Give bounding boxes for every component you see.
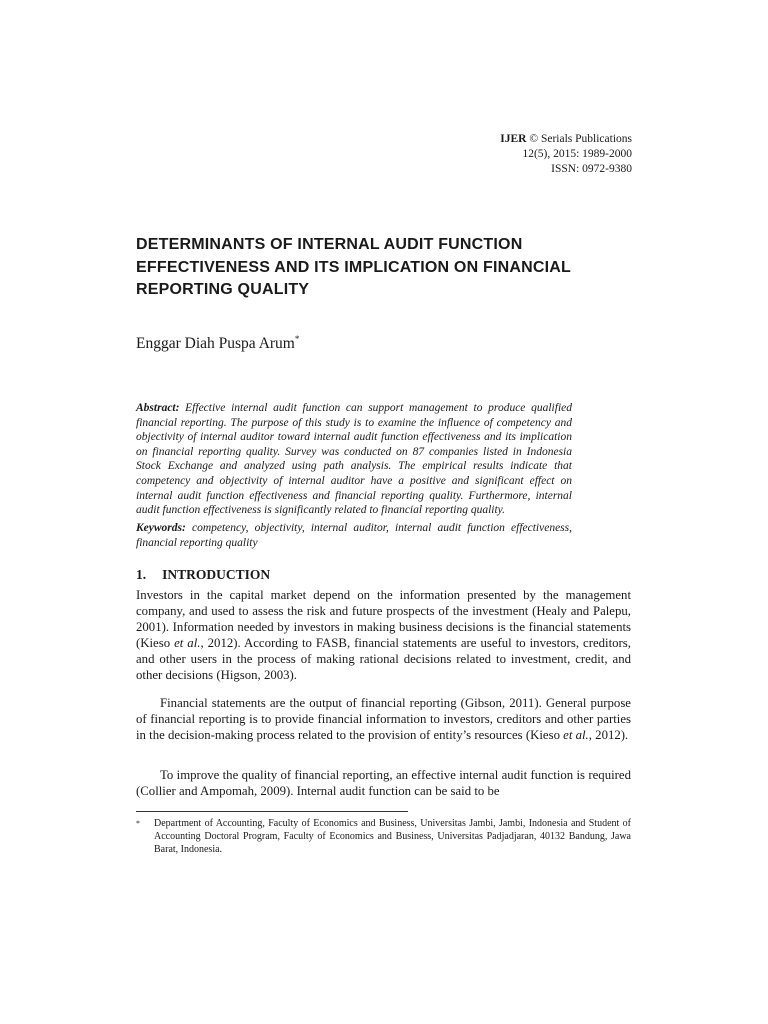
footnote-divider: [136, 811, 408, 812]
footnote-text: Department of Accounting, Faculty of Economics and Business, Universitas Jambi, Jambi, Indonesia and Student of Accounting Doctoral Program, Faculty of Economics and Business, Universitas Padjadjaran, 40132 Bandung, Jawa Barat, Indonesia.: [154, 818, 631, 855]
journal-name-line: [500, 132, 632, 147]
author: [136, 334, 299, 353]
paragraph-2-etal: et al.: [563, 727, 589, 742]
paper-title: DETERMINANTS OF INTERNAL AUDIT FUNCTION EFFECTIVENESS AND ITS IMPLICATION ON FINANCIAL REPORTING QUALITY: [136, 236, 571, 298]
journal-volume: 12(5), 2015: 1989-2000: [522, 148, 632, 160]
keywords: [136, 521, 572, 550]
paragraph-2: [136, 696, 631, 744]
abstract-label: Abstract:: [136, 402, 180, 414]
paragraph-3: To improve the quality of financial reporting, an effective internal audit function is required (Collier and Ampomah, 2009). Internal audit function can be said to be: [136, 768, 631, 798]
paragraph-2-b: , 2012).: [588, 727, 629, 742]
section-heading-introduction: [136, 567, 270, 583]
author-name: Enggar Diah Puspa Arum: [136, 335, 295, 353]
paragraph-1-a: Investors in the capital market depend on the information presented by the management company, and used to assess the risk and future prospects of the investment (Healy and Palepu, 2001). Information needed by investors in making business decisions is the financial statements (Kieso: [136, 588, 631, 650]
abstract-text: Effective internal audit function can support management to produce qualified financial reporting. The purpose of this study is to examine the influence of competency and objectivity of internal auditor toward internal audit function effectiveness and its implication on financial reporting quality. Survey was conducted on 87 companies listed in Indonesia Stock Exchange and analyzed using path analysis. The empirical results indicate that competency and objectivity of internal auditor have a positive and significant effect on internal audit function effectiveness and financial reporting quality. Furthermore, internal audit function effectiveness is significantly related to financial reporting quality.: [136, 402, 572, 517]
abstract: [136, 401, 572, 518]
footnote: [136, 817, 631, 856]
journal-info: [500, 132, 632, 177]
journal-name: IJER: [500, 133, 527, 145]
section-title: INTRODUCTION: [162, 567, 271, 582]
paragraph-1: [136, 588, 631, 683]
keywords-text: competency, objectivity, internal auditor, internal audit function effectiveness, financial reporting quality: [136, 522, 572, 549]
footnote-mark: *: [136, 819, 140, 828]
journal-issn: ISSN: 0972-9380: [551, 163, 632, 175]
paragraph-1-b: , 2012). According to FASB, financial statements are useful to investors, creditors, and other users in the process of making rational decisions related to investment, credit, and other decisions (Higson, 2003).: [136, 635, 631, 682]
journal-publisher: © Serials Publications: [529, 133, 632, 145]
paragraph-1-etal: et al.: [174, 635, 201, 650]
author-footnote-mark: *: [294, 334, 300, 344]
paragraph-2-a: Financial statements are the output of financial reporting (Gibson, 2011). General purpose of financial reporting is to provide financial information to investors, creditors and other parties in the decision-making process related to the provision of entity’s resources (Kieso: [136, 696, 631, 742]
keywords-label: Keywords:: [136, 522, 186, 534]
section-number: 1.: [136, 567, 147, 582]
